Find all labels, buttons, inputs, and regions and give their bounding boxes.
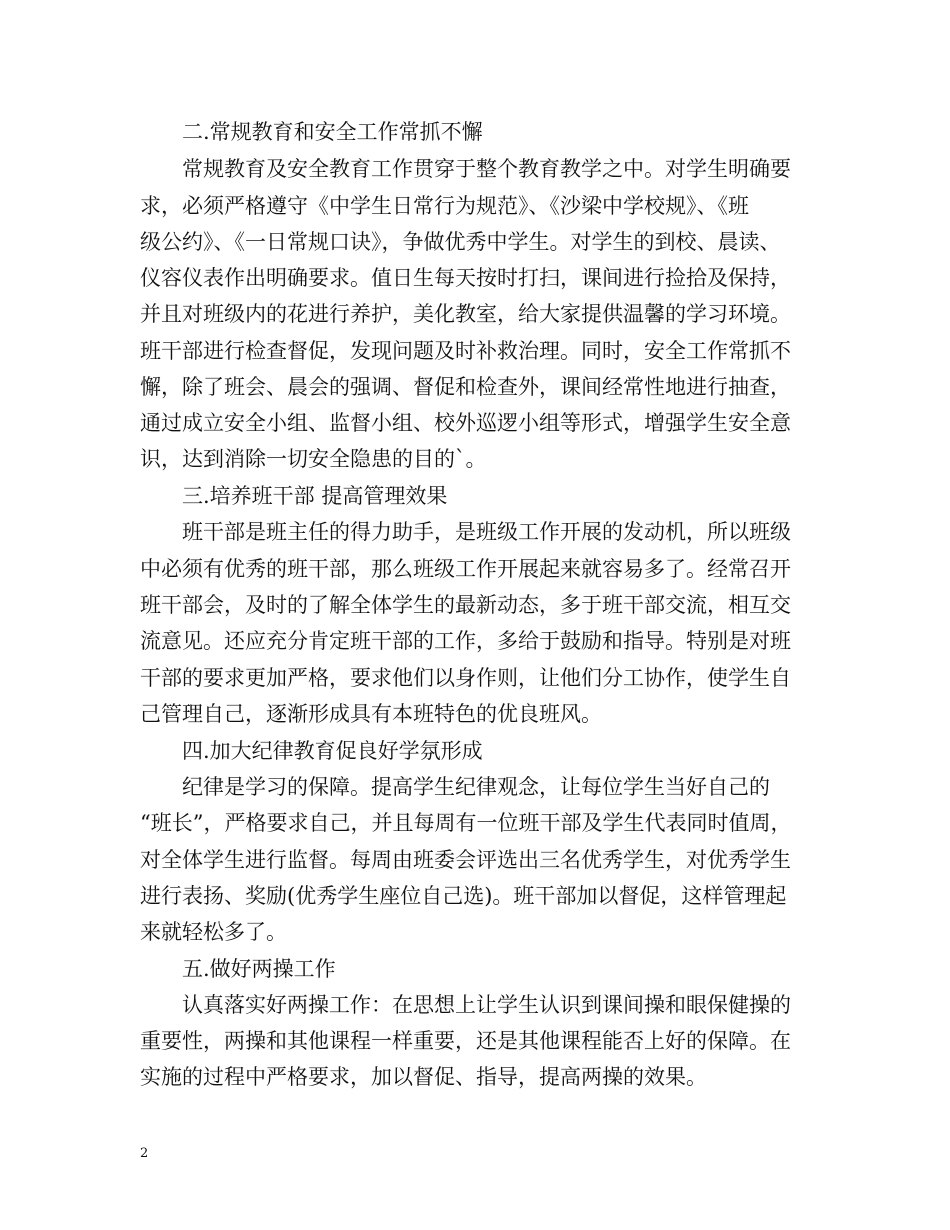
- paragraph-line: 懈，除了班会、晨会的强调、督促和检查外，课间经常性地进行抽查，: [140, 375, 791, 399]
- paragraph-line: 求，必须严格遵守《中学生日常行为规范》、《沙梁中学校规》、《班: [140, 194, 749, 218]
- paragraph-line: 常规教育及安全教育工作贯穿于整个教育教学之中。对学生明确要: [182, 157, 791, 181]
- section-heading-5: 五.做好两操工作: [182, 957, 336, 981]
- paragraph-line: 来就轻松多了。: [140, 920, 287, 944]
- paragraph-line: 班干部会，及时的了解全体学生的最新动态，多于班干部交流，相互交: [140, 593, 791, 617]
- paragraph-line: 中必须有优秀的班干部，那么班级工作开展起来就容易多了。经常召开: [140, 557, 791, 581]
- paragraph-line: 通过成立安全小组、监督小组、校外巡逻小组等形式，增强学生安全意: [140, 411, 791, 435]
- paragraph-line: 己管理自己，逐渐形成具有本班特色的优良班风。: [140, 702, 602, 726]
- paragraph-line: 班干部是班主任的得力助手，是班级工作开展的发动机，所以班级: [182, 520, 791, 544]
- paragraph-line: 识，达到消除一切安全隐患的目的`。: [140, 447, 487, 471]
- paragraph-line: 班干部进行检查督促，发现问题及时补救治理。同时，安全工作常抓不: [140, 339, 791, 363]
- paragraph-line: 认真落实好两操工作：在思想上让学生认识到课间操和眼保健操的: [182, 993, 791, 1017]
- paragraph-line: 仪容仪表作出明确要求。值日生每天按时打扫，课间进行捡拾及保持，: [140, 266, 791, 290]
- paragraph-line: 流意见。还应充分肯定班干部的工作，多给于鼓励和指导。特别是对班: [140, 629, 791, 653]
- paragraph-line: 并且对班级内的花进行养护，美化教室，给大家提供温馨的学习环境。: [140, 302, 791, 326]
- paragraph-line: 对全体学生进行监督。每周由班委会评选出三名优秀学生，对优秀学生: [140, 848, 791, 872]
- paragraph-line: 重要性，两操和其他课程一样重要，还是其他课程能否上好的保障。在: [140, 1029, 791, 1053]
- paragraph-line: 干部的要求更加严格，要求他们以身作则，让他们分工协作，使学生自: [140, 666, 791, 690]
- section-heading-4: 四.加大纪律教育促良好学氛形成: [182, 739, 483, 763]
- paragraph-line: 纪律是学习的保障。提高学生纪律观念，让每位学生当好自己的: [182, 775, 770, 799]
- paragraph-line: 级公约》、《一日常规口诀》，争做优秀中学生。对学生的到校、晨读、: [140, 230, 781, 254]
- section-heading-2: 二.常规教育和安全工作常抓不懈: [182, 120, 483, 144]
- paragraph-line: 实施的过程中严格要求，加以督促、指导，提高两操的效果。: [140, 1065, 707, 1089]
- paragraph-line: “班长”，严格要求自己，并且每周有一位班干部及学生代表同时值周，: [140, 811, 792, 835]
- paragraph-line: 进行表扬、奖励(优秀学生座位自己选)。班干部加以督促，这样管理起: [140, 884, 787, 908]
- page-number: 2: [140, 1146, 149, 1161]
- section-heading-3: 三.培养班干部 提高管理效果: [182, 484, 448, 508]
